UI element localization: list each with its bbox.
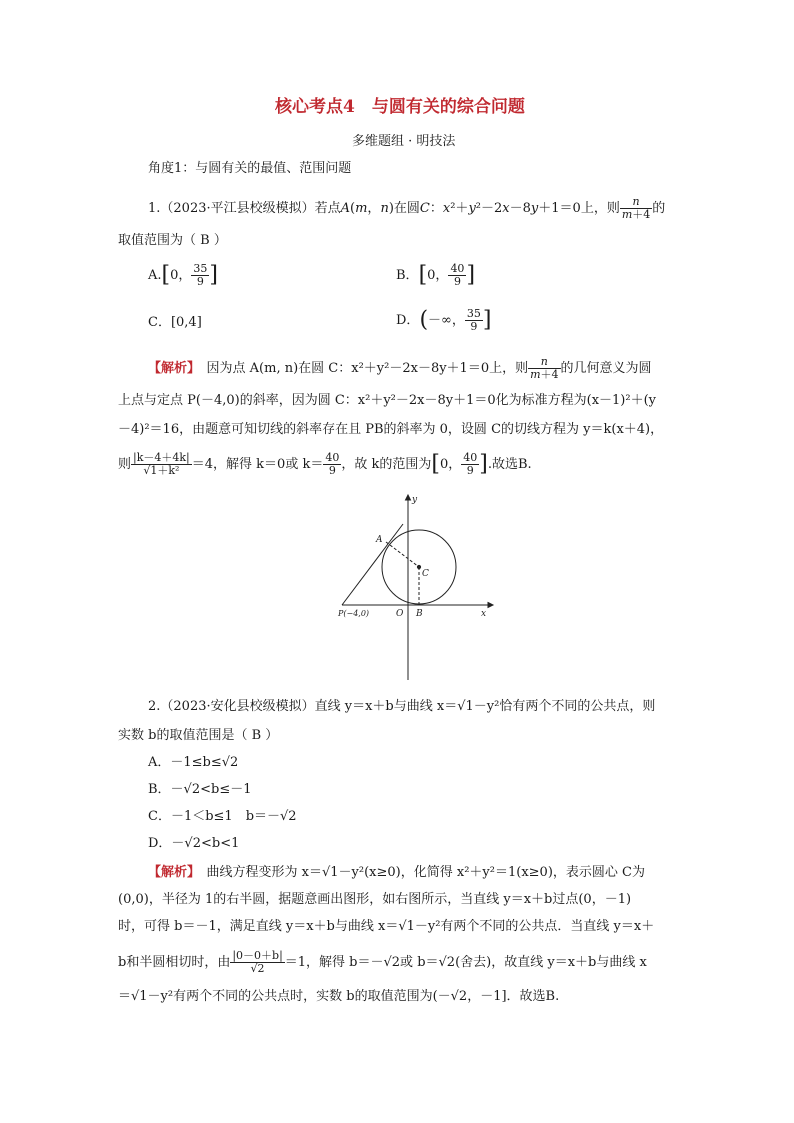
q1-sol-k-num: 40: [325, 451, 340, 464]
q1-d-den: 9: [470, 320, 478, 333]
q2-solution-line5: ＝√1－y²有两个不同的公共点时，实数 b的取值范围为(－√2，－1]．故选B.: [118, 989, 560, 1004]
radius-ac: [386, 542, 419, 567]
q1-a-num: 35: [193, 262, 208, 275]
q1-stem: 1.（2023·平江县校级模拟）若点A(m，n)在圆C：x²＋y²－2x－8y＋1＝0上，则 $\frac{n}{m+4}$ 的: [148, 195, 666, 221]
page-title: 核心考点4 与圆有关的综合问题: [275, 97, 525, 117]
q1-option-a-label: A.: [148, 268, 162, 283]
q1-b-num: 40: [450, 262, 465, 275]
q2-solution-tag: 【解析】: [148, 865, 194, 880]
q1-stem-end: 的: [652, 201, 666, 216]
q1-sol-r-den: 9: [466, 464, 474, 477]
q1-solution-tag: 【解析】: [148, 361, 194, 376]
page-subtitle: 多维题组 · 明技法: [352, 134, 456, 149]
q2-option-d: D．－√2<b<1: [148, 836, 240, 851]
q2-option-a: A．－1≤b≤√2: [148, 755, 239, 770]
q1-solution-line1: 【解析】 因为点 A(m, n)在圆 C：x²＋y²－2x－8y＋1＝0上，则 $\frac{n}{m+4}$ 的几何意义为圆: [148, 355, 652, 381]
q2-sol-l1: 曲线方程变形为 x＝√1－y²(x≥0)，化简得 x²＋y²＝1(x≥0)，表示圆心 C为: [206, 865, 645, 880]
tangent-line-pa: [342, 524, 403, 605]
q1-stem-pre: 1.（2023·平江县校级模拟）若点: [148, 201, 341, 216]
q1-sol-l1b: 的几何意义为圆: [560, 361, 652, 376]
label-b: B: [416, 609, 423, 619]
section-heading: 角度1：与圆有关的最值、范围问题: [148, 161, 352, 176]
q1-solution-line3: －4)²＝16，由题意可知切线的斜率存在且 PB的斜率为 0，设圆 C的切线方程为 y＝k(x＋4)，: [118, 422, 664, 437]
label-x: x: [481, 609, 487, 619]
label-a: A: [376, 535, 383, 545]
q1-line2: 取值范围为（ B ）: [118, 233, 227, 248]
q1-option-b: B．[0， $\frac{40}{9}$ ]: [396, 262, 476, 288]
q1-sol-l1: 因为点 A(m, n)在圆 C：x²＋y²－2x－8y＋1＝0上，则: [206, 361, 529, 376]
q2-sol-frac-num: |0－0＋b|: [232, 949, 283, 962]
label-p: P(−4,0): [338, 609, 370, 618]
q1-option-d-label: D．: [396, 313, 420, 328]
q1-option-d: D．(－∞， $\frac{35}{9}$ ]: [396, 307, 492, 333]
q2-option-b: B．－√2<b≤－1: [148, 782, 252, 797]
q2-solution-line2: (0,0)，半径为 1的右半圆，据题意画出图形，如右图所示，当直线 y＝x＋b过点(0，－1): [118, 892, 632, 907]
q2-sol-l4a: b和半圆相切时，由: [118, 955, 231, 970]
q1-option-c: C．[0,4]: [148, 315, 202, 330]
q2-line2: 实数 b的取值范围是（ B ）: [118, 728, 279, 743]
label-c: C: [422, 569, 429, 579]
x-axis-arrow: [488, 603, 493, 608]
y-axis-arrow: [406, 495, 411, 500]
label-o: O: [396, 609, 404, 619]
q1-sol-l4d: .故选B.: [487, 457, 532, 472]
q1-solution-line2: 上点与定点 P(－4,0)的斜率，因为圆 C：x²＋y²－2x－8y＋1＝0化为标准方程为(x－1)²＋(y: [118, 393, 657, 408]
q2-solution-line4: [118, 950, 647, 975]
q1-fraction: $\frac{n}{m+4}$: [621, 195, 651, 221]
q1-option-a: A.[0， $\frac{35}{9}$ ]: [148, 262, 218, 288]
q1-option-b-label: B．: [396, 268, 419, 283]
q2-stem: 2.（2023·安化县校级模拟）直线 y＝x＋b与曲线 x＝√1－y²恰有两个不同的公共点，则: [148, 699, 656, 714]
q1-sol-frac-num: |k－4＋4k|: [133, 451, 190, 464]
q1-sol-k-den: 9: [328, 464, 336, 477]
q1-a-den: 9: [196, 275, 204, 288]
q1-d-num: 35: [466, 307, 481, 320]
q1-stem-mid: 在圆: [393, 201, 420, 216]
q1-sol-l4b: ＝4，解得 k＝0或 k＝: [191, 457, 324, 472]
q1-solution-line4: 则 $\frac{|k-4+4k|}{\text{√1＋k²}}$ ＝4，解得 k＝0或 k＝ $\frac{40}{9}$ ，故 k的范围为[0， $\frac{40}{9}$ ].故选B.: [118, 451, 532, 477]
q1-sol-frac-den: √1＋k²: [143, 464, 180, 477]
q2-solution-line1: [148, 864, 645, 882]
q1-sol-l4c: ，故 k的范围为: [341, 457, 432, 472]
label-y: y: [412, 495, 418, 505]
geometry-figure: [330, 492, 495, 684]
q2-option-c: C．－1＜b≤1 b＝－√2: [148, 809, 297, 824]
q1-stem-post: 上，则: [580, 201, 620, 216]
q1-sol-r-num: 40: [463, 451, 478, 464]
q1-b-den: 9: [453, 275, 461, 288]
q2-sol-l4b: ＝1，解得 b＝－√2或 b＝√2(舍去)，故直线 y＝x＋b与曲线 x: [284, 955, 647, 970]
q2-sol-frac-den: √2: [250, 962, 265, 975]
q2-solution-line3: 时，可得 b＝－1，满足直线 y＝x＋b与曲线 x＝√1－y²有两个不同的公共点．当直线 y＝x＋: [118, 919, 655, 934]
q1-sol-l4a: 则: [118, 457, 132, 472]
center-point: [417, 565, 420, 568]
